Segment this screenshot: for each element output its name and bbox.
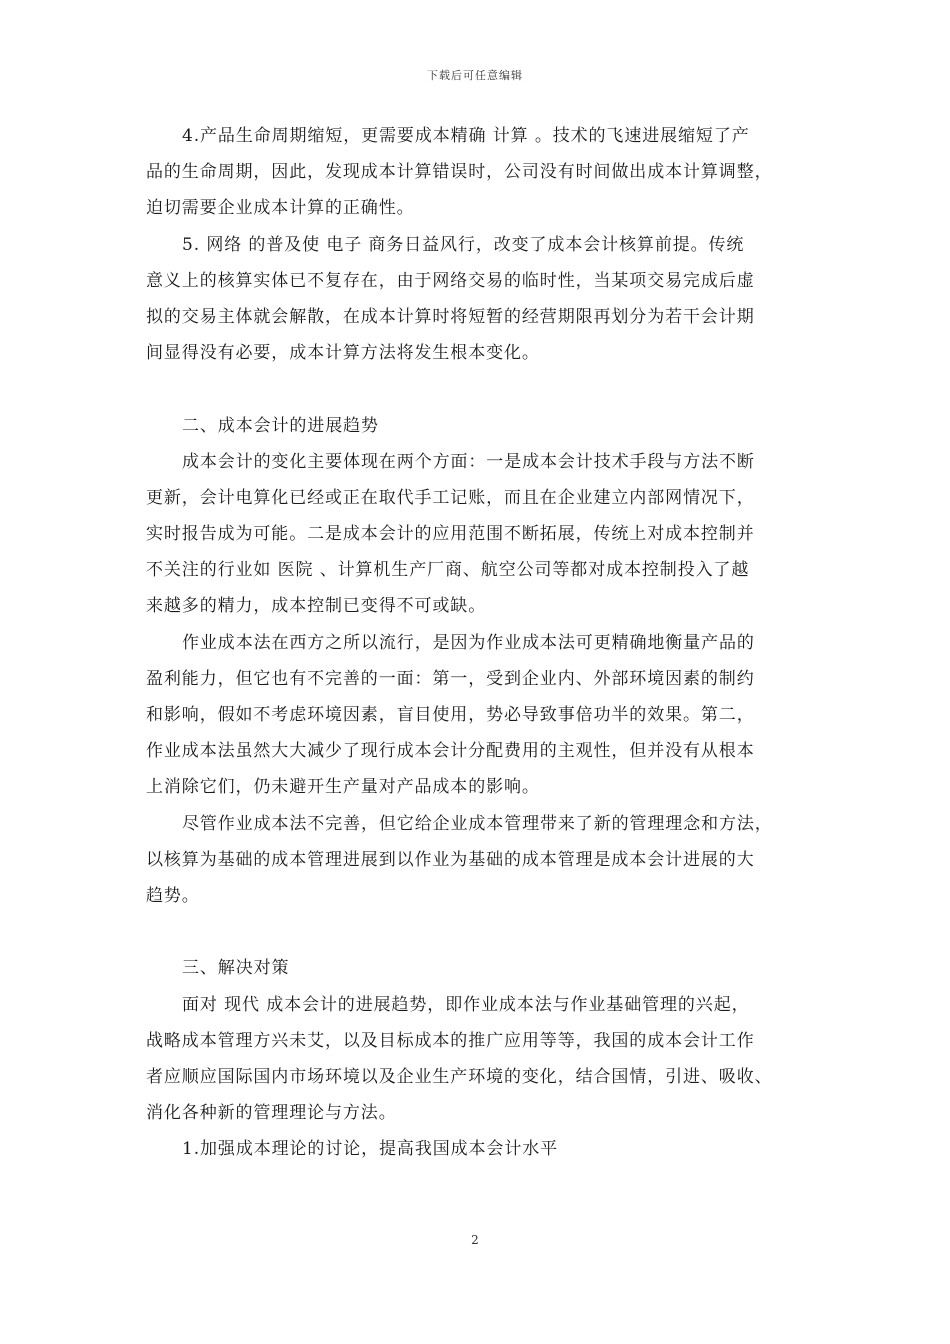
text-line: 4.产品生命周期缩短，更需要成本精确 计算 。技术的飞速进展缩短了产 — [182, 126, 750, 146]
page-number: 2 — [471, 1233, 479, 1247]
text-line: 上消除它们，仍未避开生产量对产品成本的影响。 — [146, 777, 540, 798]
text-line: 尽管作业成本法不完善，但它给企业成本管理带来了新的管理理念和方法， — [182, 813, 773, 834]
text-line: 1.加强成本理论的讨论，提高我国成本会计水平 — [182, 1139, 559, 1160]
text-line: 更新，会计电算化已经或正在取代手工记账，而且在企业建立内部网情况下， — [146, 487, 755, 508]
section-gap — [146, 371, 816, 407]
text-line: 面对 现代 成本会计的进展趋势，即作业成本法与作业基础管理的兴起， — [182, 994, 750, 1015]
text-line: 品的生命周期，因此，发现成本计算错误时，公司没有时间做出成本计算调整， — [146, 162, 773, 183]
text-line: 间显得没有必要，成本计算方法将发生根本变化。 — [146, 343, 540, 364]
text-line: 实时报告成为可能。二是成本会计的应用范围不断拓展，传统上对成本控制并 — [146, 524, 755, 545]
text-line: 拟的交易主体就会解散，在成本计算时将短暂的经营期限再划分为若干会计期 — [146, 306, 755, 327]
text-line: 盈利能力，但它也有不完善的一面：第一，受到企业内、外部环境因素的制约 — [146, 668, 755, 689]
text-line: 者应顺应国际国内市场环境以及企业生产环境的变化，结合国情，引进、吸收、 — [146, 1066, 773, 1087]
text-line: 消化各种新的管理理论与方法。 — [146, 1103, 397, 1124]
text-line: 三、解决对策 — [182, 958, 290, 979]
text-line: 趋势。 — [146, 885, 200, 906]
page-header: 下载后可任意编辑 — [427, 69, 523, 82]
text-line: 以核算为基础的成本管理进展到以作业为基础的成本管理是成本会计进展的大 — [146, 849, 755, 870]
text-line: 来越多的精力，成本控制已变得不可或缺。 — [146, 596, 487, 617]
text-line: 成本会计的变化主要体现在两个方面：一是成本会计技术手段与方法不断 — [182, 451, 755, 472]
text-line: 作业成本法在西方之所以流行，是因为作业成本法可更精确地衡量产品的 — [182, 632, 755, 653]
text-line: 和影响，假如不考虑环境因素，盲目使用，势必导致事倍功半的效果。第二， — [146, 705, 755, 725]
text-line: 二、成本会计的进展趋势 — [182, 415, 379, 436]
section-gap — [146, 914, 816, 950]
text-line: 战略成本管理方兴未艾，以及目标成本的推广应用等等，我国的成本会计工作 — [146, 1030, 755, 1051]
text-line: 迫切需要企业成本计算的正确性。 — [146, 198, 415, 219]
document-body — [146, 118, 816, 1167]
text-line: 意义上的核算实体已不复存在，由于网络交易的临时性，当某项交易完成后虚 — [146, 270, 755, 291]
text-line: 作业成本法虽然大大减少了现行成本会计分配费用的主观性，但并没有从根本 — [146, 741, 755, 762]
text-line: 不关注的行业如 医院 、计算机生产厂商、航空公司等都对成本控制投入了越 — [146, 560, 750, 581]
text-line: 5. 网络 的普及使 电子 商务日益风行，改变了成本会计核算前提。传统 — [182, 234, 745, 255]
